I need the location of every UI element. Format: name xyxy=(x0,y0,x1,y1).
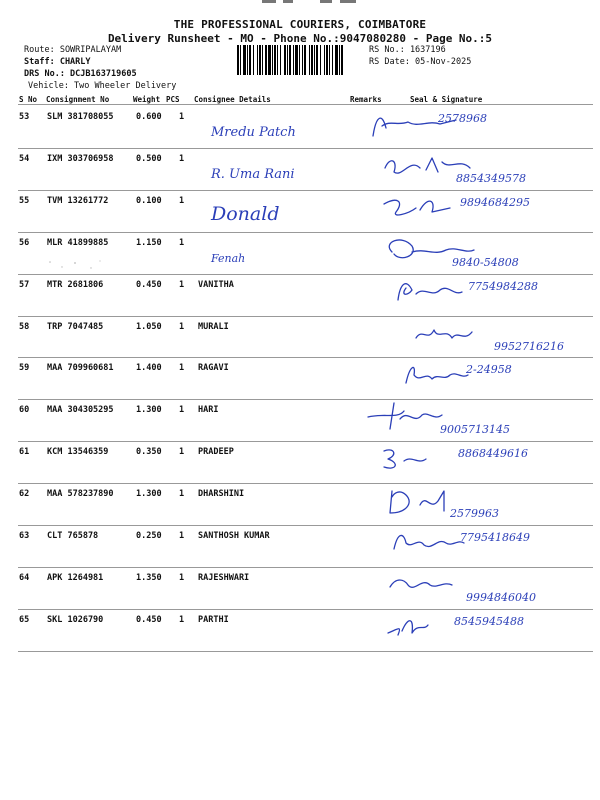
row-signature xyxy=(412,316,600,360)
signature-phone-number: 8868449616 xyxy=(458,447,528,461)
signature-phone-number: 2578968 xyxy=(438,112,487,125)
row-consignee-name: RAJESHWARI xyxy=(198,572,250,583)
signature-phone-number: 2579963 xyxy=(450,507,499,521)
row-pcs: 1 xyxy=(179,447,185,458)
row-weight: 0.600 xyxy=(136,112,162,122)
signature-phone-number: 2-24958 xyxy=(466,363,512,377)
row-signature xyxy=(384,525,599,569)
header-divider xyxy=(18,104,593,105)
row-consignment-number: IXM 303706958 xyxy=(47,153,114,164)
row-consignment-number: CLT 765878 xyxy=(47,531,99,541)
cropped-top-text xyxy=(0,0,600,8)
row-weight: 0.450 xyxy=(136,614,162,625)
row-consignee-name: HARI xyxy=(198,405,219,416)
row-pcs: 1 xyxy=(179,572,185,583)
row-consignment-number: TVM 13261772 xyxy=(47,195,109,206)
signature-phone-number: 8854349578 xyxy=(456,171,526,185)
row-consignment-number: SKL 1026790 xyxy=(47,614,104,625)
row-sno: 58 xyxy=(19,321,30,332)
row-sno: 64 xyxy=(19,572,30,583)
row-signature xyxy=(376,441,591,485)
row-sno: 63 xyxy=(19,531,30,541)
row-consignment-number: MAA 578237890 xyxy=(47,489,114,500)
signature-phone-number: 9952716216 xyxy=(494,339,564,353)
drs-number: DRS No.: DCJB163719605 xyxy=(24,69,137,79)
row-consignment-number: MLR 41899885 xyxy=(47,237,109,248)
row-weight: 0.450 xyxy=(136,279,162,290)
signature-stroke xyxy=(385,158,470,173)
col-consignment: Consignment No xyxy=(46,95,110,104)
company-title: THE PROFESSIONAL COURIERS, COIMBATORE xyxy=(173,18,427,31)
row-weight: 1.300 xyxy=(136,489,162,500)
signature-phone-number: 7754984288 xyxy=(468,279,538,293)
row-consignment-number: APK 1264981 xyxy=(47,572,104,583)
signature-stroke xyxy=(368,403,442,429)
row-consignee-name: MURALI xyxy=(198,321,229,332)
row-pcs: 1 xyxy=(179,531,185,541)
row-consignee-handwritten xyxy=(205,196,355,230)
row-sno: 59 xyxy=(19,363,30,374)
row-consignment-number: KCM 13546359 xyxy=(47,447,109,458)
rs-number: RS No.: 1637196 xyxy=(369,45,446,55)
row-consignment-number: MAA 709960681 xyxy=(47,363,114,374)
row-consignee-name: PRADEEP xyxy=(198,447,234,458)
row-weight: 0.100 xyxy=(136,195,162,206)
row-consignee-handwritten xyxy=(205,238,355,272)
row-sno: 54 xyxy=(19,153,30,164)
signature-stroke xyxy=(406,368,468,384)
runsheet-subtitle: Delivery Runsheet - MO - Phone No.:9047080280 - Page No.:5 xyxy=(107,32,493,45)
row-pcs: 1 xyxy=(179,279,185,290)
signature-stroke xyxy=(388,621,428,635)
row-pcs: 1 xyxy=(179,363,185,374)
row-signature xyxy=(396,357,600,401)
row-consignee-name: RAGAVI xyxy=(198,363,229,374)
signature-phone-number: 9894684295 xyxy=(460,195,530,209)
row-signature xyxy=(384,567,599,611)
consignee-handwriting: R. Uma Rani xyxy=(211,166,295,182)
row-signature xyxy=(380,483,595,527)
consignee-handwriting: Donald xyxy=(211,202,280,225)
row-weight: 1.400 xyxy=(136,363,162,374)
row-weight: 1.050 xyxy=(136,321,162,332)
consignee-handwriting: Fenah xyxy=(211,251,246,265)
signature-phone-number: 8545945488 xyxy=(454,614,524,628)
row-pcs: 1 xyxy=(179,112,185,122)
row-pcs: 1 xyxy=(179,614,185,625)
row-pcs: 1 xyxy=(179,321,185,332)
row-weight: 1.300 xyxy=(136,405,162,416)
row-signature xyxy=(378,190,593,234)
staff-label: Staff: CHARLY xyxy=(24,57,91,67)
scan-smudge xyxy=(40,258,110,272)
row-weight: 0.250 xyxy=(136,531,162,541)
signature-phone-number: 9994846040 xyxy=(466,590,536,604)
signature-stroke xyxy=(416,330,472,338)
row-consignee-name: DHARSHINI xyxy=(198,489,245,500)
row-weight: 0.500 xyxy=(136,153,162,164)
barcode xyxy=(237,45,365,75)
row-consignee-name: VANITHA xyxy=(198,279,234,290)
row-signature xyxy=(380,148,595,192)
row-consignee-handwritten xyxy=(205,154,355,188)
col-pcs: PCS xyxy=(166,95,180,104)
signature-stroke xyxy=(384,450,426,468)
col-weight: Weight xyxy=(133,95,161,104)
signature-phone-number: 7795418649 xyxy=(460,531,530,544)
row-sno: 62 xyxy=(19,489,30,500)
row-sno: 61 xyxy=(19,447,30,458)
signature-phone-number: 9840-54808 xyxy=(452,255,519,269)
row-signature xyxy=(364,399,579,443)
signature-stroke xyxy=(390,580,452,587)
row-signature xyxy=(384,609,599,653)
row-weight: 1.350 xyxy=(136,572,162,583)
signature-phone-number: 9005713145 xyxy=(440,423,510,437)
row-consignment-number: TRP 7047485 xyxy=(47,321,104,332)
signature-stroke xyxy=(384,200,450,215)
row-sno: 56 xyxy=(19,237,30,248)
row-sno: 53 xyxy=(19,112,30,122)
row-divider xyxy=(18,651,593,652)
col-seal-signature: Seal & Signature xyxy=(410,95,483,104)
row-sno: 65 xyxy=(19,614,30,625)
row-consignee-name: PARTHI xyxy=(198,614,229,625)
rs-date: RS Date: 05-Nov-2025 xyxy=(369,57,472,67)
row-weight: 1.150 xyxy=(136,237,162,248)
row-consignment-number: MAA 304305295 xyxy=(47,405,114,416)
col-sno: S No xyxy=(19,95,38,104)
row-weight: 0.350 xyxy=(136,447,162,458)
row-sno: 55 xyxy=(19,195,30,206)
route-label: Route: SOWRIPALAYAM xyxy=(24,45,122,55)
row-pcs: 1 xyxy=(179,153,185,164)
row-sno: 60 xyxy=(19,405,30,416)
signature-stroke xyxy=(390,491,444,513)
signature-stroke xyxy=(398,283,462,299)
row-signature xyxy=(382,232,597,276)
row-consignment-number: SLM 381708055 xyxy=(47,112,114,122)
row-pcs: 1 xyxy=(179,489,185,500)
row-consignment-number: MTR 2681806 xyxy=(47,279,104,290)
col-consignee: Consignee Details xyxy=(194,95,271,104)
consignee-handwriting: Mredu Patch xyxy=(211,125,296,140)
row-pcs: 1 xyxy=(179,405,185,416)
row-sno: 57 xyxy=(19,279,30,290)
signature-stroke xyxy=(394,535,464,549)
row-consignee-handwritten xyxy=(205,112,355,146)
row-consignee-name: SANTHOSH KUMAR xyxy=(198,531,270,541)
vehicle-label: Vehicle: Two Wheeler Delivery xyxy=(28,81,177,91)
row-pcs: 1 xyxy=(179,195,185,206)
col-remarks: Remarks xyxy=(350,95,382,104)
row-signature xyxy=(368,106,583,150)
row-signature xyxy=(392,274,600,318)
row-pcs: 1 xyxy=(179,237,185,248)
